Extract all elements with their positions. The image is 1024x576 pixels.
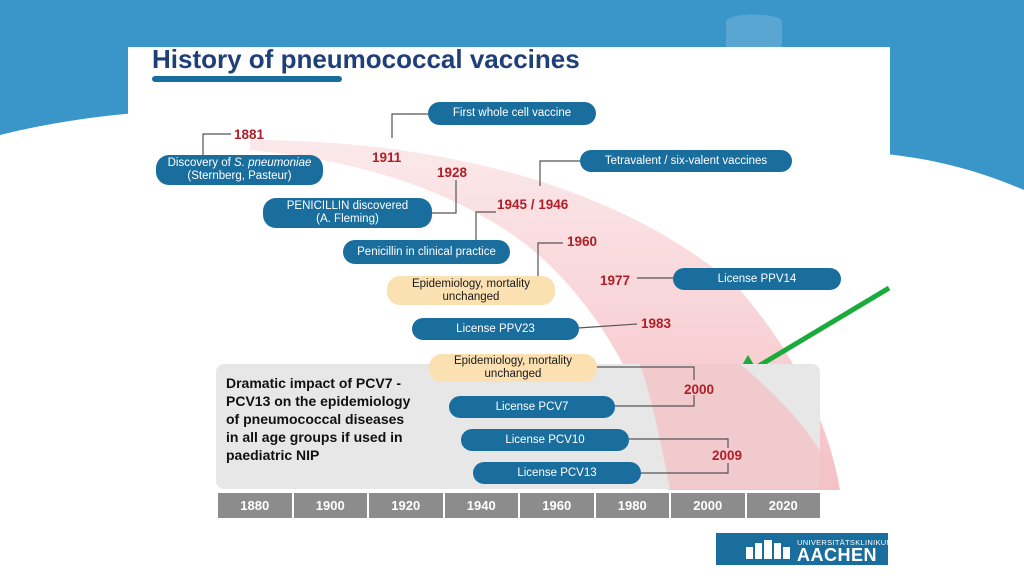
- page-title: History of pneumococcal vaccines: [152, 44, 580, 74]
- timeline-axis: [218, 493, 820, 518]
- impact-text: Dramatic impact of PCV7 - PCV13 on the epidemiology of pneumococcal diseases in all age groups if used in paediatric NIP: [226, 375, 411, 463]
- axis-tick: 1940: [445, 493, 519, 518]
- event-discovery: [156, 155, 323, 185]
- epi2-line1: Epidemiology, mortality: [453, 355, 573, 367]
- axis-tick: 1980: [596, 493, 670, 518]
- logo-name: AACHEN: [797, 545, 878, 565]
- year-2000: 2000: [684, 382, 715, 397]
- axis-tick: 2000: [671, 493, 745, 518]
- event-epidemiology-1: [387, 276, 555, 305]
- event-ppv14: License PPV14: [673, 268, 841, 290]
- event-epidemiology-2: [429, 354, 597, 382]
- penicillin-line1: PENICILLIN discovered: [286, 200, 409, 212]
- year-1928: 1928: [437, 165, 468, 180]
- logo-subtitle: UNIVERSITÄTSKLINIKUM: [797, 538, 894, 547]
- event-ppv23: License PPV23: [412, 318, 579, 340]
- axis-tick: 1880: [218, 493, 292, 518]
- arc-overlay-shape: [640, 364, 838, 489]
- year-2009: 2009: [712, 448, 743, 463]
- event-whole-cell: First whole cell vaccine: [428, 102, 596, 125]
- year-1977: 1977: [600, 273, 631, 288]
- year-1881: 1881: [234, 127, 265, 142]
- epi1-line2: unchanged: [442, 290, 500, 303]
- year-1945-1946: 1945 / 1946: [497, 197, 569, 212]
- penicillin-line2: (A. Fleming): [316, 213, 379, 225]
- event-pcv7: License PCV7: [449, 396, 615, 418]
- epi1-line1: Epidemiology, mortality: [411, 277, 531, 290]
- discovery-species: S. pneumoniae: [234, 157, 312, 169]
- year-1960: 1960: [567, 234, 598, 249]
- discovery-label: Discovery of: [167, 157, 235, 169]
- year-1911: 1911: [372, 150, 402, 165]
- axis-tick: 1960: [520, 493, 594, 518]
- event-pcv13: License PCV13: [473, 462, 641, 484]
- epi2-line2: unchanged: [484, 368, 542, 380]
- axis-tick: 2020: [747, 493, 821, 518]
- event-penicillin-clinical: Penicillin in clinical practice: [343, 240, 510, 264]
- year-1983: 1983: [641, 316, 672, 331]
- axis-tick: 1900: [294, 493, 368, 518]
- event-penicillin: [263, 198, 432, 228]
- hospital-building-icon: [744, 537, 794, 561]
- event-tetravalent: Tetravalent / six-valent vaccines: [580, 150, 792, 172]
- discovery-authors: (Sternberg, Pasteur): [187, 170, 292, 182]
- axis-tick: 1920: [369, 493, 443, 518]
- event-pcv10: License PCV10: [461, 429, 629, 451]
